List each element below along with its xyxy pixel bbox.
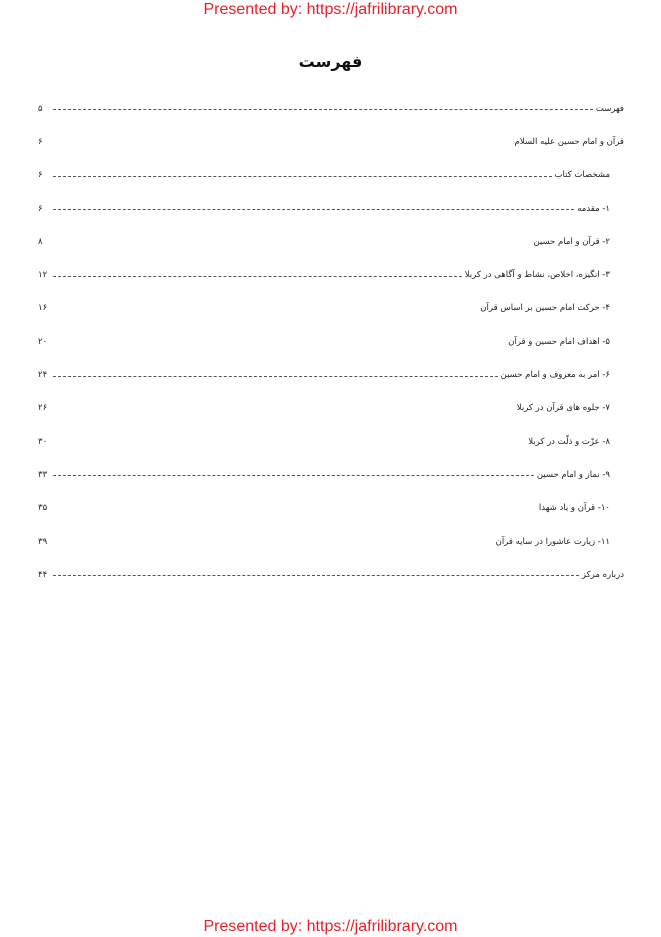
toc-entry-title: مشخصات کتاب: [554, 170, 610, 181]
toc-entry[interactable]: [38, 525, 624, 558]
toc-entry[interactable]: [38, 425, 624, 458]
toc-entry[interactable]: [38, 292, 624, 325]
page-title: فهرست: [298, 52, 363, 71]
toc-entry-page-number: ۸: [38, 236, 43, 247]
toc-leader-dots: [53, 276, 462, 277]
toc-entry-title: درباره مرکز: [581, 569, 624, 580]
toc-entry[interactable]: [38, 325, 624, 358]
toc-leader-dots: [53, 109, 593, 110]
toc-entry-page-number: ۳۹: [38, 536, 48, 547]
toc-entry-page-number: ۶: [38, 170, 43, 181]
toc-entry[interactable]: [38, 358, 624, 391]
toc-leader-dots: [53, 575, 579, 576]
toc-entry-page-number: ۶: [38, 136, 43, 147]
toc-entry-page-number: ۳۰: [38, 436, 48, 447]
toc-entry-page-number: ۱۶: [38, 303, 48, 314]
toc-entry-page-number: ۲۰: [38, 336, 48, 347]
toc-entry-title: قرآن و امام حسین علیه السلام: [514, 136, 624, 147]
toc-entry-page-number: ۴۴: [38, 569, 48, 580]
toc-entry-title: ۱۱- زیارت عاشورا در سایه قرآن: [495, 536, 610, 547]
toc-leader-dots: [53, 475, 534, 476]
toc-entry-page-number: ۵: [38, 103, 43, 114]
toc-entry-title: ۹- نماز و امام حسین: [536, 469, 610, 480]
toc-entry-title: ۶- امر به معروف و امام حسین: [500, 370, 610, 381]
toc-leader-dots: [53, 376, 498, 377]
presented-by-banner-top[interactable]: Presented by: https://jafrilibrary.com: [203, 1, 458, 18]
table-of-contents: [38, 92, 624, 591]
toc-entry-title: ۷- جلوه های قرآن در کربلا: [516, 403, 610, 414]
toc-entry-title: ۴- حرکت امام حسین بر اساس قرآن: [480, 303, 610, 314]
toc-entry[interactable]: [38, 225, 624, 258]
presented-by-banner-bottom[interactable]: Presented by: https://jafrilibrary.com: [203, 918, 458, 935]
toc-entry-title: ۸- عزّت و ذلّت در کربلا: [528, 436, 610, 447]
toc-entry-title: ۱- مقدمه: [577, 203, 610, 214]
toc-entry-title: ۲- قرآن و امام حسین: [533, 236, 610, 247]
toc-entry-title: ۱۰- قرآن و یاد شهدا: [538, 503, 610, 514]
toc-entry[interactable]: [38, 192, 624, 225]
toc-entry-title: ۵- اهداف امام حسین و قرآن: [508, 336, 610, 347]
toc-entry[interactable]: [38, 258, 624, 291]
toc-entry-page-number: ۱۲: [38, 270, 48, 281]
toc-entry[interactable]: [38, 125, 624, 158]
toc-entry[interactable]: [38, 558, 624, 591]
toc-entry[interactable]: [38, 159, 624, 192]
toc-entry-page-number: ۲۴: [38, 370, 48, 381]
toc-entry[interactable]: [38, 458, 624, 491]
toc-entry[interactable]: [38, 492, 624, 525]
toc-leader-dots: [53, 209, 574, 210]
toc-entry-page-number: ۳۵: [38, 503, 48, 514]
toc-entry-page-number: ۶: [38, 203, 43, 214]
toc-entry[interactable]: [38, 92, 624, 125]
toc-entry-page-number: ۲۶: [38, 403, 48, 414]
toc-entry-page-number: ۳۳: [38, 469, 48, 480]
toc-leader-dots: [53, 176, 552, 177]
toc-entry[interactable]: [38, 392, 624, 425]
toc-entry-title: ۳- انگیزه، اخلاص، نشاط و آگاهی در کربلا: [464, 270, 610, 281]
toc-entry-title: فهرست: [595, 103, 624, 114]
